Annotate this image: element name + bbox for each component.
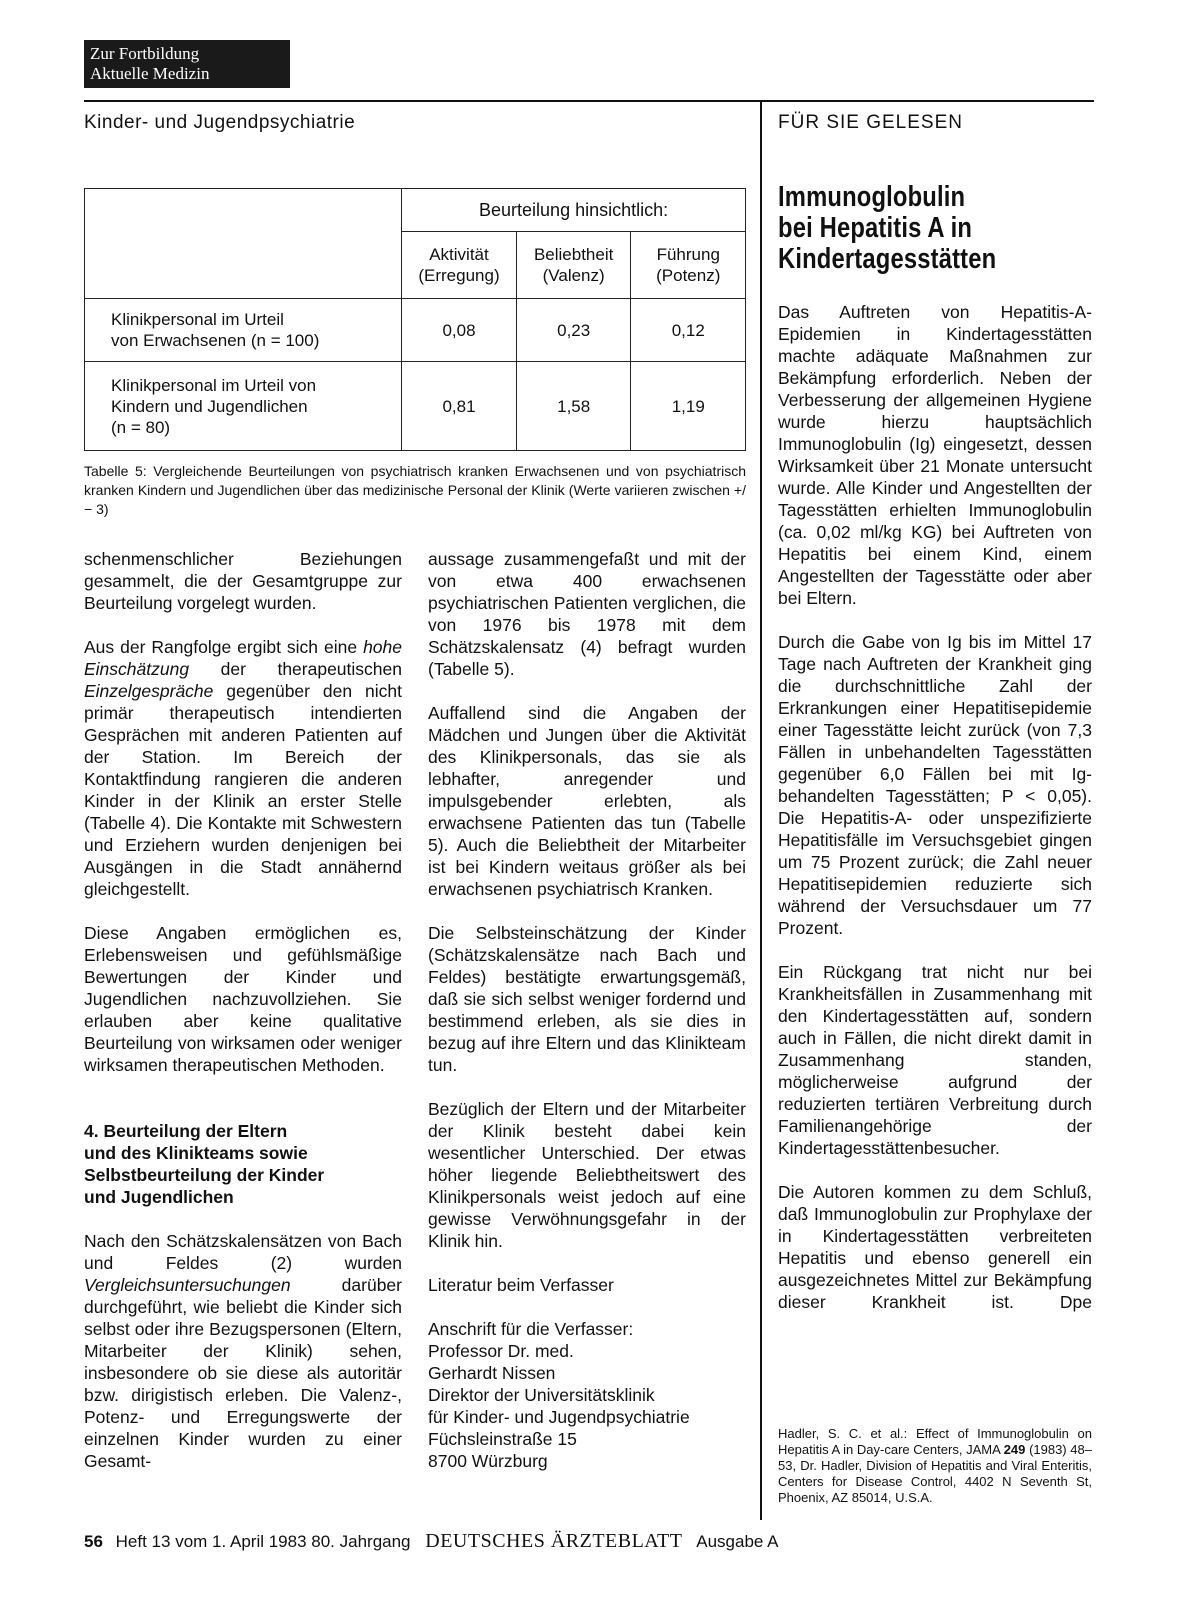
reference-text: (1983) 48–53, Dr. Hadler, Division of Hepatitis and Viral Enteritis, Centers for Disease Control, 4402 N Seventh St, Phoenix, AZ 85014, U.S.A. <box>778 1442 1092 1505</box>
emphasis: Vergleichsuntersuchungen <box>84 1275 291 1295</box>
table-cell: 1,19 <box>631 362 746 451</box>
article-headline <box>778 182 1037 275</box>
edition: Ausgabe A <box>696 1532 779 1551</box>
section-title-right: FÜR SIE GELESEN <box>778 112 963 133</box>
row-label-line: Klinikpersonal im Urteil <box>111 310 284 329</box>
text-run: Nach den Schätzskalensätzen von Bach und Feldes (2) wurden <box>84 1231 402 1273</box>
paragraph <box>84 636 402 900</box>
text-run: Aus der Rangfolge ergibt sich eine <box>84 637 364 657</box>
address-line: 8700 Würzburg <box>428 1451 548 1471</box>
address-line: Anschrift für die Verfasser: <box>428 1319 634 1339</box>
article-column-2 <box>428 548 746 1494</box>
emphasis: Einzelgespräche <box>84 681 214 701</box>
article-column-3 <box>778 301 1092 1335</box>
table-cell: 1,58 <box>516 362 631 451</box>
address-line: Professor Dr. med. <box>428 1341 574 1361</box>
table-cell: 0,12 <box>631 299 746 362</box>
column-header-line: Beliebtheit <box>533 245 614 264</box>
emphasis: hohe Einschätzung <box>84 637 402 679</box>
top-rule <box>84 100 1094 102</box>
column-header-line: (Potenz) <box>656 266 721 285</box>
column-header-line: (Valenz) <box>542 266 605 285</box>
row-label <box>85 362 402 451</box>
section-title-left: Kinder- und Jugendpsychiatrie <box>84 112 356 133</box>
column-header-fuehrung <box>631 232 746 299</box>
text-run: der therapeutischen <box>189 659 402 679</box>
table-caption: Tabelle 5: Vergleichende Beurteilungen von psychiatrisch kranken Erwachsenen und von psychiatrisch kranken Kindern und Jugendlichen über das medizinische Personal der Klinik (Werte variieren zwischen +/− 3) <box>84 463 746 517</box>
paragraph: schenmenschlicher Beziehungen gesammelt, die der Gesamtgruppe zur Beurteilung vorgelegt wurden. <box>84 549 402 613</box>
paragraph: Diese Angaben ermöglichen es, Erlebensweisen und gefühlsmäßige Bewertungen der Kinder und Jugendlichen nachzuvollziehen. Sie erlauben aber keine qualitative Beurteilung von wirksamen oder weniger wirksamen therapeutischen Methoden. <box>84 923 402 1075</box>
column-divider <box>760 100 762 1520</box>
rubric-line-1: Zur Fortbildung <box>90 44 200 63</box>
section-heading <box>84 1120 402 1208</box>
text-run: Die Autoren kommen zu dem Schluß, daß Immunoglobulin zur Prophylaxe der in Kindertagesstätten verbreiteten Hepatitis und ebenso generell ein ausgezeichnetes Mittel zur Bekämpfung dieser Krankheit ist. <box>778 1182 1092 1312</box>
heading-line: und des Klinikteams sowie <box>84 1143 308 1163</box>
table-row <box>85 299 746 362</box>
reference-volume: 249 <box>1003 1442 1026 1457</box>
heading-line: Selbstbeurteilung der Kinder <box>84 1165 325 1185</box>
headline-line: Immunoglobulin <box>778 181 966 213</box>
page-footer <box>84 1530 779 1553</box>
column-header-aktivitaet <box>402 232 517 299</box>
headline-line: Kindertagesstätten <box>778 243 997 275</box>
paragraph: Bezüglich der Eltern und der Mitarbeiter der Klinik besteht dabei kein wesentlicher Unterschied. Der etwas höher liegende Beliebtheitswert des Klinikpersonals weist jedoch auf eine gewisse Verwöhnungsgefahr in der Klinik hin. <box>428 1099 746 1251</box>
paragraph: Ein Rückgang trat nicht nur bei Krankheitsfällen in Zusammenhang mit den Kindertagesstätten auf, sondern auch in Fällen, die nicht direkt damit in Zusammenhang standen, möglicherweise aufgrund der reduzierten tertiären Verbreitung durch Familienangehörige der Kindertagesstättenbesucher. <box>778 962 1092 1158</box>
row-label-line: von Erwachsenen (n = 100) <box>111 331 320 350</box>
rubric-line-2: Aktuelle Medizin <box>90 64 210 83</box>
heading-line: 4. Beurteilung der Eltern <box>84 1121 288 1141</box>
table-row <box>85 362 746 451</box>
literature-note: Literatur beim Verfasser <box>428 1275 614 1295</box>
column-header-line: Führung <box>656 245 720 264</box>
address-line: Direktor der Universitätsklinik <box>428 1385 655 1405</box>
table-cell: 0,23 <box>516 299 631 362</box>
table-group-header: Beurteilung hinsichtlich: <box>402 189 746 232</box>
reference <box>778 1426 1092 1506</box>
heading-line: und Jugendlichen <box>84 1187 234 1207</box>
column-header-beliebtheit <box>516 232 631 299</box>
table-5 <box>84 188 746 451</box>
text-run: darüber durchgeführt, wie beliebt die Kinder sich selbst oder ihre Bezugspersonen (Eltern, Mitarbeiter der Klinik) sehen, insbesondere ob sie diese als autoritär bzw. dirigistisch erleben. Die Valenz-, Potenz- und Erregungswerte der einzelnen Kinder wurden zu einer Gesamt- <box>84 1275 402 1471</box>
paragraph: Durch die Gabe von Ig bis im Mittel 17 Tage nach Auftreten der Krankheit ging die durchschnittliche Zahl der Erkrankungen einer Hepatitisepidemie einer Tagesstätte leicht zurück (von 7,3 Fällen in unbehandelten Tagesstätten gegenüber 6,0 Fällen bei mit Ig-behandelten Tagesstätten; P < 0,05). Die Hepatitis-A- oder unspezifizierte Hepatitisfälle im Versuchsgebiet gingen um 75 Prozent zurück; die Zahl neuer Hepatitisepidemien reduzierte sich während der Versuchsdauer um 77 Prozent. <box>778 632 1092 938</box>
author-address <box>428 1318 746 1472</box>
journal-name: DEUTSCHES ÄRZTEBLATT <box>425 1530 683 1552</box>
paragraph <box>84 1230 402 1472</box>
column-header-line: Aktivität <box>429 245 489 264</box>
row-label <box>85 299 402 362</box>
table-cell: 0,08 <box>402 299 517 362</box>
row-label-line: Klinikpersonal im Urteil von <box>111 375 317 395</box>
paragraph: Das Auftreten von Hepatitis-A-Epidemien in Kindertagesstätten machte adäquate Maßnahmen zur Bekämpfung erforderlich. Neben der Verbesserung der allgemeinen Hygiene wurde hierzu hauptsächlich Immunoglobulin (Ig) eingesetzt, dessen Wirksamkeit über 21 Monate untersucht wurde. Alle Kinder und Angestellten der Tagesstätten erhielten Immunoglobulin (ca. 0,02 ml/kg KG) bei Auftreten von Hepatitis bei einem Kind, einem Angestellten der Tagesstätte oder aber bei Eltern. <box>778 302 1092 608</box>
paragraph <box>778 1181 1092 1313</box>
author-signature: Dpe <box>1059 1292 1092 1312</box>
issue-info: Heft 13 vom 1. April 1983 80. Jahrgang <box>115 1532 411 1551</box>
page-number: 56 <box>84 1532 103 1551</box>
text-run: gegenüber den nicht primär therapeutisch intendierten Gesprächen mit anderen Patienten auf der Station. Im Bereich der Kontaktfindung rangieren die anderen Kinder in der Klinik an erster Stelle (Tabelle 4). Die Kontakte mit Schwestern und Erziehern wurden denjenigen bei Ausgängen in die Stadt annähernd gleichgestellt. <box>84 681 402 899</box>
address-line: Füchsleinstraße 15 <box>428 1429 577 1449</box>
table-corner-cell <box>85 189 402 299</box>
rubric-badge <box>84 40 290 88</box>
address-line: Gerhardt Nissen <box>428 1363 556 1383</box>
row-label-line: Kindern und Jugendlichen <box>111 396 308 416</box>
headline-line: bei Hepatitis A in <box>778 212 973 244</box>
row-label-line: (n = 80) <box>111 417 171 437</box>
paragraph: aussage zusammengefaßt und mit der von etwa 400 erwachsenen psychiatrischen Patienten verglichen, die von 1976 bis 1978 mit dem Schätzskalensatz (4) befragt wurden (Tabelle 5). <box>428 549 746 679</box>
reference-text: Hadler, S. C. et al.: Effect of Immunoglobulin on Hepatitis A in Day-care Centers, JAMA <box>778 1426 1092 1457</box>
paragraph: Auffallend sind die Angaben der Mädchen und Jungen über die Aktivität des Klinikpersonals, das sie als lebhafter, anregender und impulsgebender erlebten, als erwachsene Patienten das tun (Tabelle 5). Auch die Beliebtheit der Mitarbeiter ist bei Kindern weitaus größer als bei erwachsenen psychiatrisch Kranken. <box>428 703 746 899</box>
table-cell: 0,81 <box>402 362 517 451</box>
paragraph: Die Selbsteinschätzung der Kinder (Schätzskalensätze nach Bach und Feldes) bestätigte erwartungsgemäß, daß sie sich selbst weniger fordernd und bestimmend erleben, als sie dies in bezug auf ihre Eltern und das Klinikteam tun. <box>428 923 746 1075</box>
article-column-1 <box>84 548 402 1494</box>
address-line: für Kinder- und Jugendpsychiatrie <box>428 1407 690 1427</box>
column-header-line: (Erregung) <box>418 266 500 285</box>
